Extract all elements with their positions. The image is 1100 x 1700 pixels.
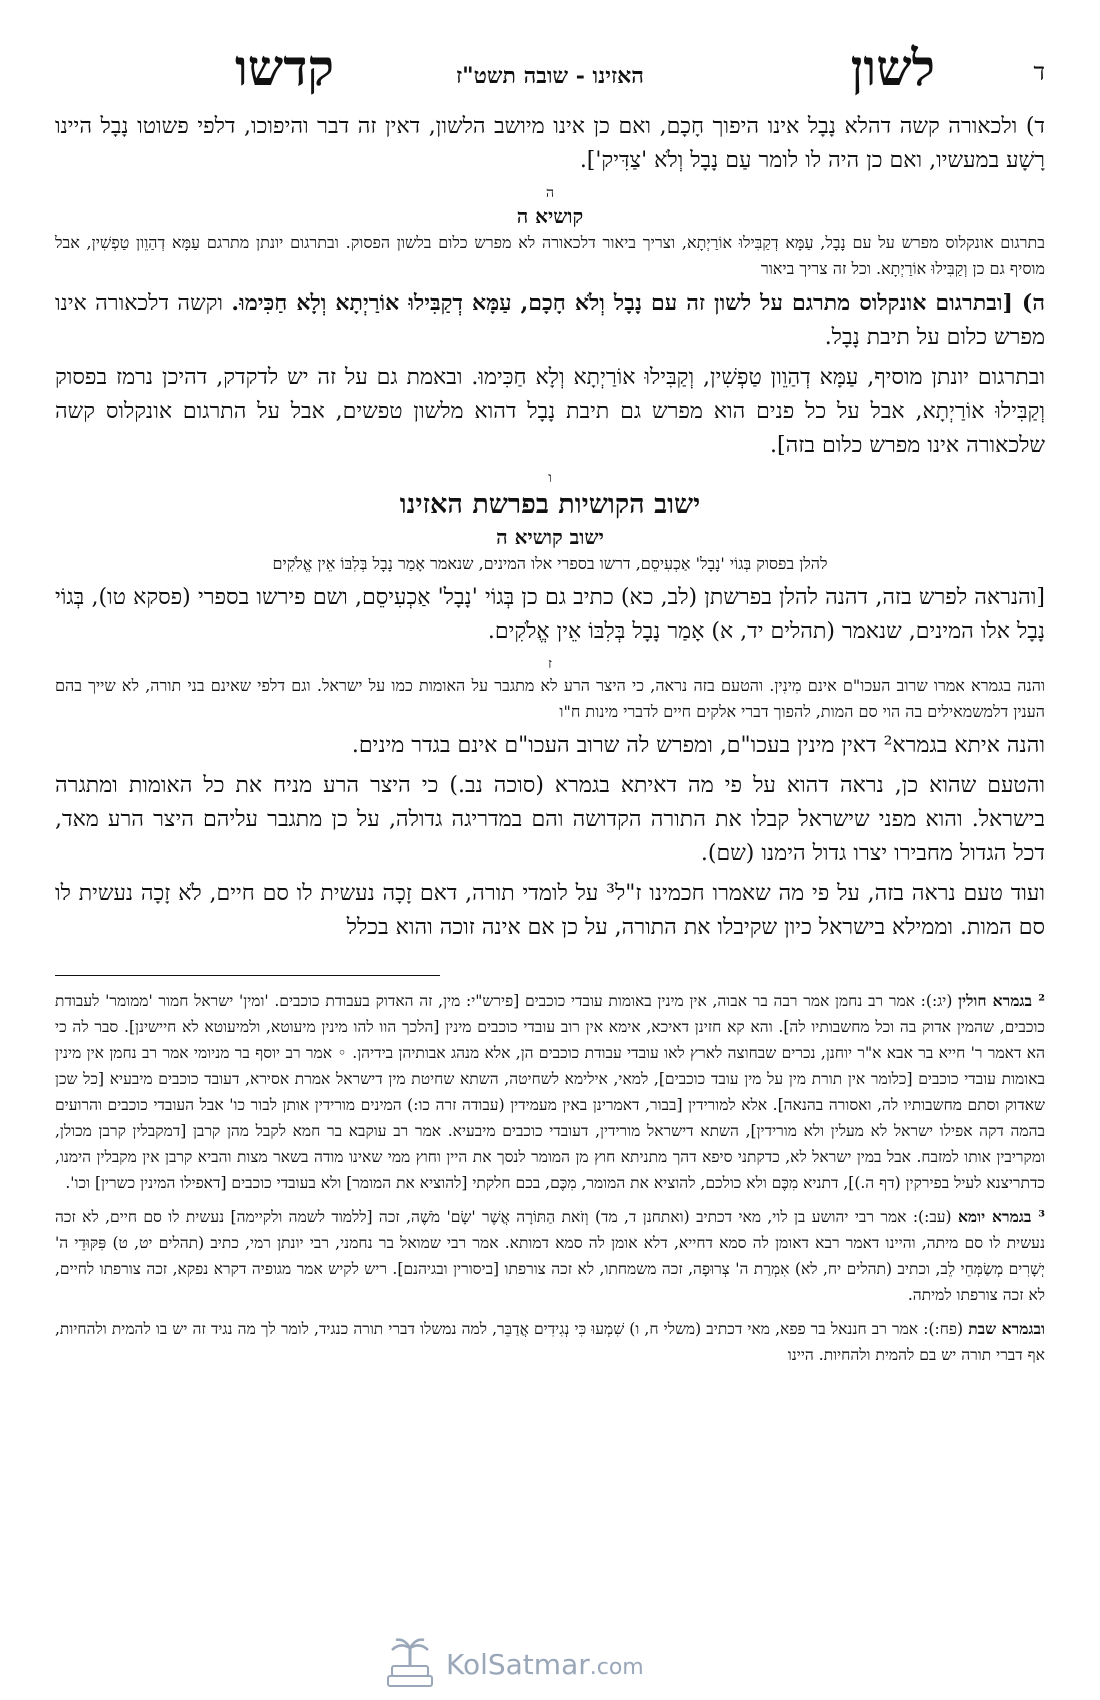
logo-domain: .com: [589, 1655, 644, 1680]
footnote-2-text: (יג:): אמר רב נחמן אמר רבה בר אבוה, אין מינין באומות עובדי כוכבים [פירש"י: מין, זה האדוק בעבודת כוכבים. 'ומין' ישראל חמור 'ממומר' לעבודת כוכבים, שהמין אדוק בה וכל מחשבותיו לה]. והא קא חזינן דאיכא, אימא אין רוב עובדי כוכבים מינין [הלכך הוו להו מינין מיעוטא, ולמיעוטא לא חיישינן]. סבר לה כי הא דאמר ר' חייא בר אבא א"ר יוחנן, נכרים שבחוצה לארץ לאו עובדי עבודת כוכבים הן, אלא מנהג אבותיהן בידיהן. ◦ אמר רב יוסף בר מניומי אמר רב נחמן אין מינין באומות עובדי כוכבים [כלומר אין תורת מין על מין עובד כוכבים], למאי, אילימא לשחיטה, השתא שחיטת מין דישראל אמרת אסירא, דעובד כוכבים מיבעיא [כל שכן שאדוק וסתם מחשבותיו לה, ואסורה בהנאה]. אלא למורידין [בבור, דאמרינן באין מעמידין (עבודה זרה כו:) המינים מורידין אותן לבור כו' אבל העובדי כוכבים והרועים בהמה דקה אפילו ישראל לא מעלין ולא מורידין], השתא דישראל מורידין, דעובדי כוכבים מיבעיא. אמר רב עוקבא בר חמא לקבל מהן קרבן [דמקבלין קרבן מכולן, ומקריבין אותו למזבח. אבל במין ישראל לא, כדקתני סיפא דהך מתניתא חוץ מן המומר לנסך את היין וחוץ ממי שאינו מודה בשאר מצות והביא קרבן אין מקבלין הימנו, כדתריצנא לעיל בפירקין (דף ה.)], דתניא מִכֶּם ולא כולכם, להוציא את המומר, מִכֶּם, בכם חלקתי [להוציא את המומר] ולא בעובדי כוכבים [דאפילו המינין כשרין] וכו'.: [55, 992, 1045, 1192]
section-summary-5: בתרגום אונקלוס מפרש על עם נָבָל, עַמָּא דְקַבִּילוּ אוֹרַיְתָא, וצריך ביאור דלכאורה לא מפרש כלום בלשון הפסוק. ובתרגום יונתן מתרגם עַמָּא דְהַוֵון טַפְשִׁין, אבל מוסיף גם כן וְקַבִּילוּ אוֹרַיְתָא. וכל זה צריך ביאור: [55, 233, 1045, 278]
paragraph-5a-bold: ה) [ובתרגום אונקלוס מתרגם על לשון זה עם נָבָל וְלֹא חָכָם, עַמָּא דְקַבִּילוּ אוֹרַיְתָא וְלָא חַכִּימוּ.: [231, 290, 1045, 316]
paragraph-5b: ובתרגום יונתן מוסיף, עַמָּא דְהַוֵון טַפְשִׁין, וְקַבִּילוּ אוֹרַיְתָא וְלָא חַכִּימוּ. ובאמת גם על זה יש לדקדק, דהיכן נרמז בפסוק וְקַבִּילוּ אוֹרַיְתָא, אבל על כל פנים הוא מפרש גם תיבת נָבָל דהוא מלשון טפשים, אבל על התרגום אונקלוס קשה שלכאורה אינו מפרש כלום בזה].: [55, 365, 1045, 458]
footnote-divider: [55, 975, 440, 976]
footnote-3-lead: ³ בגמרא יומא: [957, 1207, 1045, 1226]
footnote-2-lead: ² בגמרא חולין: [958, 991, 1045, 1010]
section-summary-6: להלן בפסוק בְּגוֹי 'נָבָל' אַכְעִיסֵם, דרשו בספרי אלו המינים, שנאמר אָמַר נָבָל בְּלִבּוֹ אֵין אֱלֹקִים: [272, 554, 828, 573]
section-summary-7: והנה בגמרא אמרו שרוב העכו"ם אינם מִינִין. והטעם בזה נראה, כי היצר הרע לא מתגבר על האומות כמו על ישראל. וגם דלפי שאינם בני תורה, לא שייך בהם הענין דלמשמאילים בה הוי סם המות, להפוך דברי אלקים חיים לדברי מינות ח"ו: [55, 676, 1045, 721]
header-title-right: לשון: [850, 38, 935, 97]
section-heading-6: ישוב קושיא ה: [496, 525, 604, 549]
footnote-2: [55, 988, 1045, 1196]
paragraph-7b: והטעם שהוא כן, נראה דהוא על פי מה דאיתא בגמרא (סוכה נב.) כי היצר הרע מניח את כל האומות ומתגרה בישראל. והוא מפני שישראל קבלו את התורה הקדושה והם במדריגה גדולה, על כן מתגבר עליהם היצר הרע מאד, דכל הגדול מחבירו יצרו גדול הימנו (שם).: [55, 773, 1045, 866]
paragraph-7c: ועוד טעם נראה בזה, על פי מה שאמרו חכמינו ז"ל³ על לומדי תורה, דאם זָכָה נעשית לו סם חיים, לֹא זָכָה נעשית לו סם המות. וממילא בישראל כיון שקיבלו את התורה, על כן אם אינה זוכה והוא בכלל: [55, 881, 1045, 940]
footnote-3b-lead: ובגמרא שבת: [968, 1319, 1045, 1338]
footnote-3-text: (עב:): אמר רבי יהושע בן לוי, מאי דכתיב (ואתחנן ד, מד) וְזֹאת הַתּוֹרָה אֲשֶׁר 'שָׂם' מֹשֶׁה, זכה [ללמוד לשמה ולקיימה] נעשית לו סם חיים, לא זכה נעשית לו סם מיתה, והיינו דאמר רבא דאומן לה סמא דחייא, דלא אומן לה סמא דמותא. אמר רבי שמואל בר נחמני, רבי יונתן רמי, כתיב (תהלים יט, ט) פִּקּוּדֵי ה' יְשָׁרִים מְשַׂמְּחֵי לֵב, וכתיב (תהלים יח, לא) אִמְרַת ה' צְרוּפָה, זכה משמחתו, לא זכה צורפתו [ביסורין ובגיהנם]. ריש לקיש אמר מגופיה דקרא נפקא, זכה צורפתו לחיים, לא זכה צורפתו למיתה.: [55, 1208, 1045, 1304]
paragraph-4: ד) ולכאורה קשה דהלא נָבָל אינו היפוך חָכָם, ואם כן אינו מיושב הלשון, דאין זה דבר והיפוכו, דלפי פשוטו נָבָל היינו רָשָׁע במעשיו, ואם כן היה לו לומר עַם נָבָל וְלֹא 'צַדִּיק'].: [55, 114, 1045, 173]
paragraph-5a-rest: וקשה דלכאורה אינו מפרש כלום על תיבת נָבָל.: [55, 291, 1045, 350]
logo-name: KolSatmar: [446, 1648, 590, 1681]
document-page: [55, 30, 1045, 1670]
header-parsha-year: האזינו - שובה תשט"ז: [456, 63, 644, 89]
footnote-3b-text: (פח:): אמר רב חננאל בר פפא, מאי דכתיב (משלי ח, ו) שִׁמְעוּ כִּי נְגִידִים אֲדַבֵּר, למה נמשלו דברי תורה כנגיד, לומר לך מה נגיד זה יש בו להמית ולהחיות, אף דברי תורה יש בם להמית ולהחיות. היינו: [55, 1320, 1045, 1364]
footnote-3: [55, 1204, 1045, 1308]
page-number: ד: [1033, 58, 1045, 86]
paragraph-7a: והנה איתא בגמרא² דאין מינין בעכו"ם, ומפרש לה שרוב העכו"ם אינם בגדר מינים.: [351, 733, 1045, 758]
header-title-left: קדשו: [235, 38, 334, 97]
logo-text: [446, 1648, 644, 1681]
section-number-6: ו: [548, 470, 552, 486]
paragraph-6: [והנראה לפרש בזה, דהנה להלן בפרשתן (לב, כא) כתיב גם כן בְּגוֹי 'נָבָל' אַכְעִיסֵם, ושם פירשו בספרי (פסקא טו), בְּגוֹי נָבָל אלו המינים, שנאמר (תהלים יד, א) אָמַר נָבָל בְּלִבּוֹ אֵין אֱלֹקִים.: [55, 585, 1045, 644]
kolsatmar-logo: [382, 1636, 642, 1692]
footnote-3b: [55, 1316, 1045, 1368]
section-number-7: ז: [548, 656, 552, 672]
section-heading-5: קושיא ה: [516, 204, 584, 228]
page-header: [55, 30, 1045, 110]
section-number-5: ה: [545, 185, 555, 201]
palm-tree-icon: [382, 1636, 438, 1692]
section-title-6: ישוב הקושיות בפרשת האזינו: [399, 489, 701, 520]
paragraph-5a: [55, 286, 1045, 355]
